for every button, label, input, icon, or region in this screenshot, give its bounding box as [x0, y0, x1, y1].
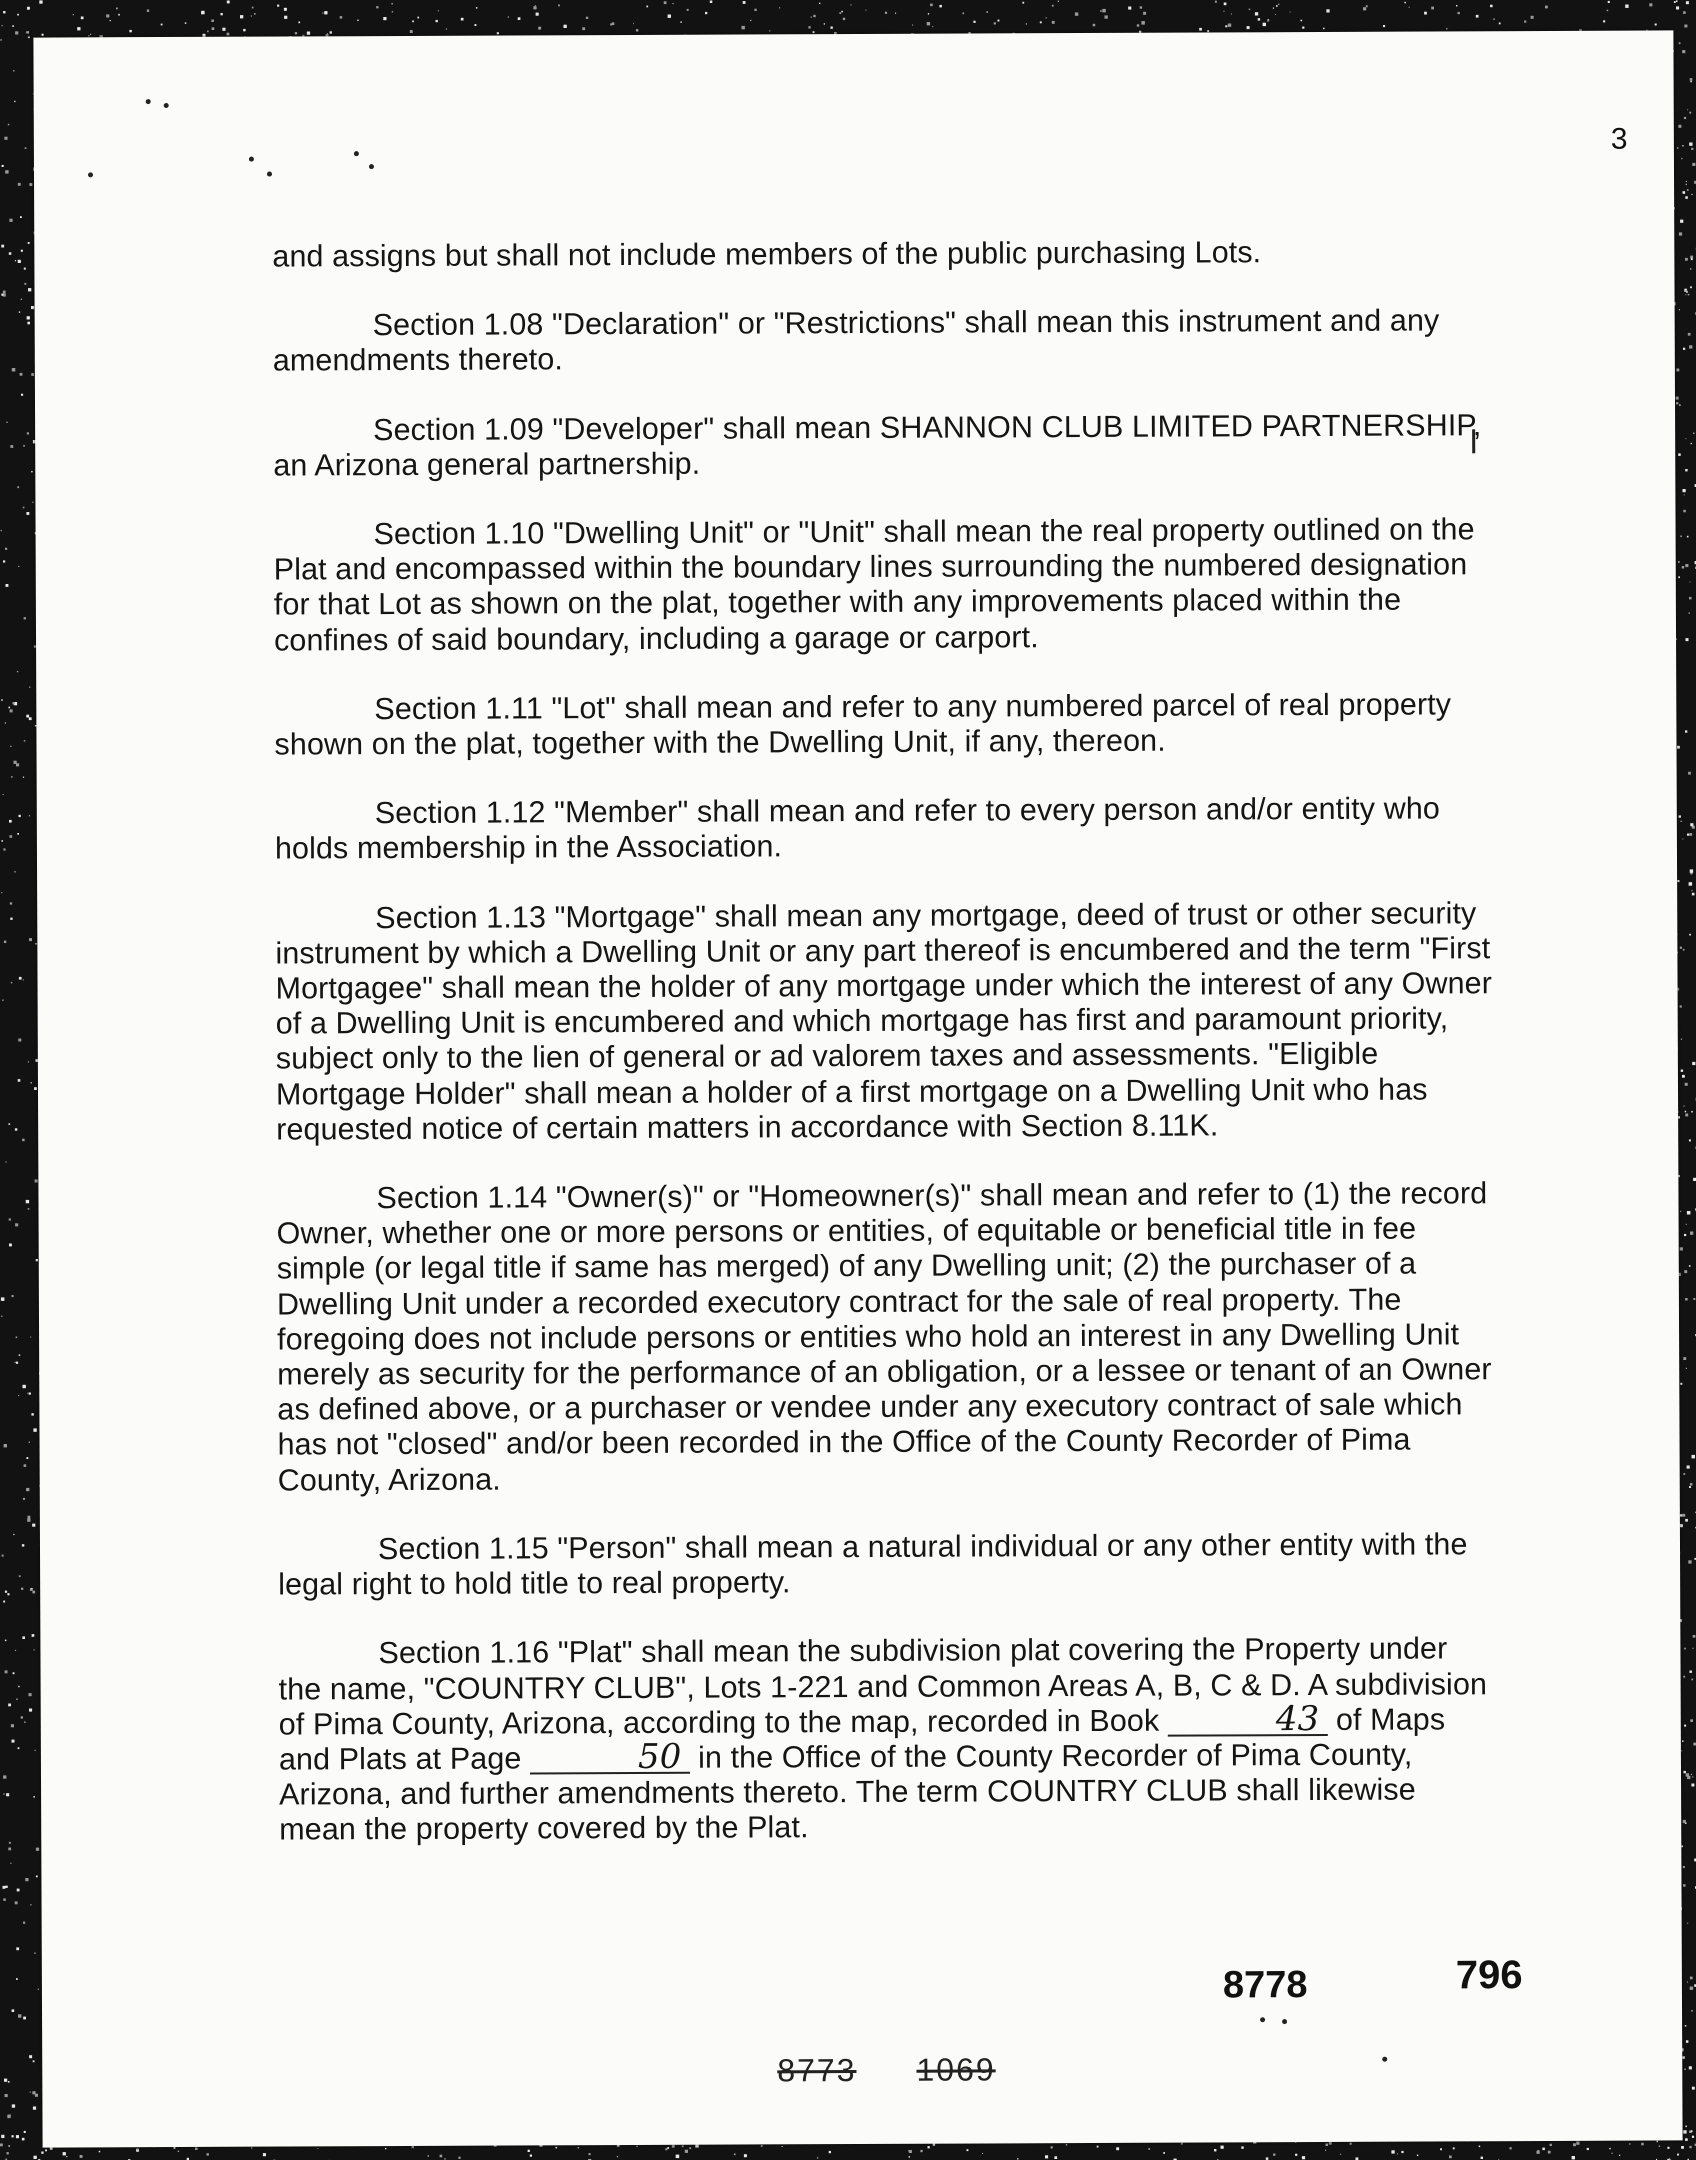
body-text: [272, 234, 1499, 1882]
section-1-16-tail: in the Office of the County Recorder of Pima County, Arizona, and further amendments thereto. The term COUNTRY CLUB shall likewise mean the property covered by the Plat.: [278, 1737, 1416, 1847]
paragraph-section-1-14: Section 1.14 "Owner(s)" or "Homeowner(s)" shall mean and refer to (1) the record Owner, whether one or more persons or entities, of equitable or beneficial title in fee simple (or legal title if same has merged) of any Dwelling unit; (2) the purchaser of a Dwelling Unit under a recorded executory contract for the sale of real property. The foregoing does not include persons or entities who hold an interest in any Dwelling Unit merely as security for the performance of an obligation, or a lessee or tenant of an Owner as defined above, or a purchaser or vendee under any executory contract of sale which has not "closed" and/or been recorded in the Office of the County Recorder of Pima County, Arizona.: [276, 1176, 1492, 1498]
struck-docket-number: 8773: [777, 2052, 857, 2089]
recording-docket-number: 8778: [1222, 1964, 1308, 2007]
stray-mark: [146, 99, 151, 104]
page-number: 3: [1610, 122, 1628, 156]
stray-mark: [354, 151, 359, 156]
stray-mark: [249, 157, 254, 162]
stray-mark: [164, 103, 169, 108]
stray-mark: [1260, 2017, 1265, 2022]
paragraph-section-1-15: Section 1.15 "Person" shall mean a natural individual or any other entity with the legal right to hold title to real property.: [278, 1527, 1468, 1602]
recording-page-number: 796: [1455, 1953, 1523, 1998]
paragraph-section-1-13: Section 1.13 "Mortgage" shall mean any mortgage, deed of trust or other security instrument by which a Dwelling Unit or any part thereof is encumbered and the term "First Mortgagee" shall mean the holder of any mortgage under which the interest of any Owner of a Dwelling Unit is encumbered and which mortgage has first and paramount priority, subject only to the lien of general or ad valorem taxes and assessments. "Eligible Mortgage Holder" shall mean a holder of a first mortgage on a Dwelling Unit who has requested notice of certain matters in accordance with Section 8.11K.: [275, 895, 1493, 1147]
section-1-16-lead: Section 1.16 "Plat" shall mean the subdivision plat covering the Property under the name, "COUNTRY CLUB", Lots 1-221 and Common Areas A, B, C & D. A subdivision of Pima County, Arizona, according to the map, recorded in Book: [278, 1631, 1488, 1742]
paragraph-continuation: and assigns but shall not include members of the public purchasing Lots.: [272, 235, 1262, 274]
paragraph-section-1-09: Section 1.09 "Developer" shall mean SHANNON CLUB LIMITED PARTNERSHIP, an Arizona general partnership.: [273, 407, 1482, 483]
paragraph-section-1-10: Section 1.10 "Dwelling Unit" or "Unit" shall mean the real property outlined on the Plat and encompassed within the boundary lines surrounding the numbered designation for that Lot as shown on the plat, together with any improvements placed within the confines of said boundary, including a garage or carport.: [273, 512, 1475, 658]
paragraph-section-1-11: Section 1.11 "Lot" shall mean and refer to any numbered parcel of real property shown on the plat, together with the Dwelling Unit, if any, thereon.: [274, 687, 1452, 762]
stray-mark: [1282, 2019, 1287, 2024]
struck-recording-reference: [777, 2051, 996, 2089]
paragraph-section-1-12: Section 1.12 "Member" shall mean and refer to every person and/or entity who holds membership in the Association.: [274, 791, 1440, 866]
handwritten-page-number: 50: [530, 1742, 690, 1775]
stray-mark: [369, 164, 374, 169]
stray-mark: [88, 172, 93, 177]
handwritten-book-number: 43: [1168, 1704, 1328, 1737]
section-1-16-mid: of Maps and Plats at Page: [278, 1702, 1446, 1777]
stray-mark: [267, 172, 272, 177]
stray-mark: [1382, 2057, 1387, 2062]
paragraph-section-1-08: Section 1.08 "Declaration" or "Restrictions" shall mean this instrument and any amendments thereto.: [272, 303, 1440, 378]
document-page: [33, 30, 1682, 2147]
paragraph-section-1-16: [278, 1632, 1499, 1849]
struck-page-number: 1069: [916, 2051, 996, 2088]
